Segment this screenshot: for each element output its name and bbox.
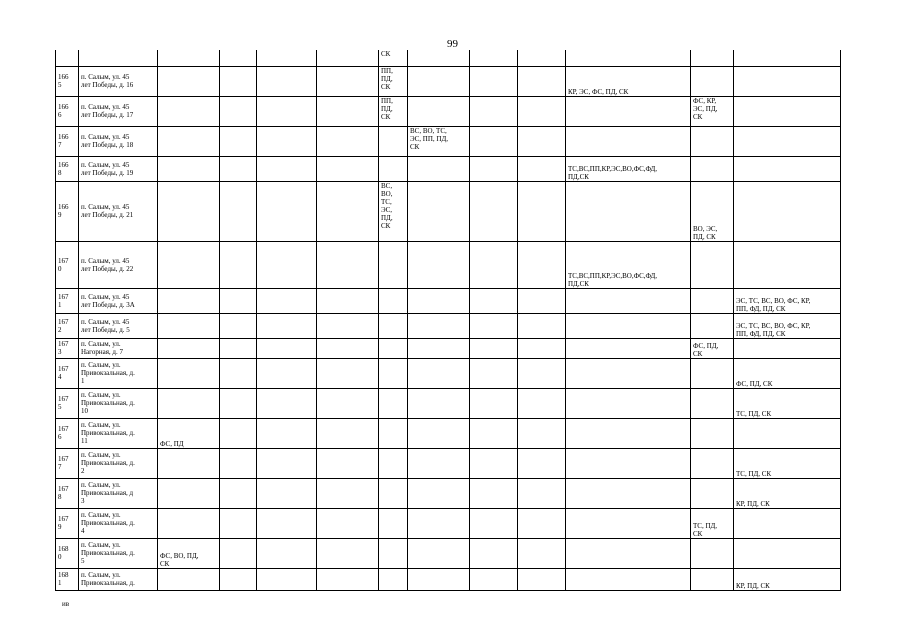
cell-c10 [566, 96, 691, 126]
cell-c5 [317, 448, 379, 478]
cell-c7 [408, 448, 470, 478]
cell-num: 167 1 [56, 288, 79, 313]
cell-c10 [566, 508, 691, 538]
cell-c7 [408, 50, 470, 66]
cell-c12 [734, 50, 841, 66]
cell-c8 [470, 538, 518, 568]
cell-c9 [518, 241, 566, 288]
table-row [56, 156, 841, 181]
cell-c6 [379, 156, 408, 181]
cell-c12 [734, 126, 841, 156]
cell-c10 [566, 478, 691, 508]
cell-c7 [408, 241, 470, 288]
cell-c10 [566, 538, 691, 568]
cell-c7 [408, 181, 470, 241]
cell-c6: СК [379, 50, 408, 66]
cell-c11 [691, 156, 734, 181]
table-row [56, 241, 841, 288]
cell-c3 [220, 50, 257, 66]
cell-c3 [220, 313, 257, 338]
cell-c6 [379, 508, 408, 538]
cell-c4 [257, 418, 317, 448]
cell-addr: п. Салым, ул. Привокзальная, д. 1 [79, 358, 158, 388]
cell-num: 166 6 [56, 96, 79, 126]
cell-c5 [317, 96, 379, 126]
cell-c7: ВС, ВО, ТС, ЭС, ПП, ПД, СК [408, 126, 470, 156]
cell-c6 [379, 478, 408, 508]
footer-text: ив [62, 600, 70, 608]
cell-c9 [518, 96, 566, 126]
cell-c3 [220, 126, 257, 156]
cell-c12: ФС, ПД, СК [734, 358, 841, 388]
cell-c11 [691, 288, 734, 313]
cell-c9 [518, 126, 566, 156]
cell-c9 [518, 338, 566, 358]
cell-c12 [734, 66, 841, 96]
cell-c2 [158, 96, 220, 126]
cell-c2 [158, 338, 220, 358]
cell-c10 [566, 313, 691, 338]
cell-c11: ВО, ЭС, ПД, СК [691, 181, 734, 241]
cell-c10 [566, 126, 691, 156]
cell-c5 [317, 508, 379, 538]
table-row [56, 313, 841, 338]
table-row [56, 181, 841, 241]
cell-addr: п. Салым, ул. 45 лет Победы, д. 21 [79, 181, 158, 241]
cell-c6: ВС, ВО, ТС, ЭС, ПД, СК [379, 181, 408, 241]
cell-c5 [317, 313, 379, 338]
table-row [56, 126, 841, 156]
cell-c3 [220, 508, 257, 538]
cell-c12: ЭС, ТС, ВС, ВО, ФС, КР, ПП, ФД, ПД, СК [734, 288, 841, 313]
cell-c10 [566, 388, 691, 418]
cell-c12 [734, 508, 841, 538]
cell-c6: ПП, ПД, СК [379, 66, 408, 96]
cell-c4 [257, 288, 317, 313]
table-row [56, 568, 841, 590]
cell-c2 [158, 126, 220, 156]
cell-c5 [317, 181, 379, 241]
cell-c8 [470, 126, 518, 156]
cell-c9 [518, 181, 566, 241]
cell-c8 [470, 66, 518, 96]
cell-c5 [317, 288, 379, 313]
cell-addr: п. Салым, ул. Привокзальная, д. 10 [79, 388, 158, 418]
cell-c2 [158, 181, 220, 241]
cell-c4 [257, 508, 317, 538]
cell-addr: п. Салым, ул. 45 лет Победы, д. 5 [79, 313, 158, 338]
cell-c6 [379, 126, 408, 156]
cell-addr: п. Салым, ул. Привокзальная, д. [79, 568, 158, 590]
cell-c3 [220, 568, 257, 590]
cell-c4 [257, 50, 317, 66]
cell-c7 [408, 288, 470, 313]
cell-c6 [379, 358, 408, 388]
cell-num: 168 1 [56, 568, 79, 590]
cell-num: 167 3 [56, 338, 79, 358]
cell-c7 [408, 66, 470, 96]
cell-c11 [691, 568, 734, 590]
cell-c7 [408, 508, 470, 538]
table-row [56, 448, 841, 478]
cell-num [56, 50, 79, 66]
cell-c8 [470, 241, 518, 288]
cell-c11 [691, 241, 734, 288]
cell-c12 [734, 181, 841, 241]
cell-num: 167 7 [56, 448, 79, 478]
cell-num: 167 8 [56, 478, 79, 508]
cell-c11 [691, 448, 734, 478]
cell-c5 [317, 66, 379, 96]
cell-c2 [158, 288, 220, 313]
cell-c5 [317, 418, 379, 448]
cell-c11 [691, 358, 734, 388]
cell-c3 [220, 418, 257, 448]
cell-c3 [220, 156, 257, 181]
cell-c11 [691, 50, 734, 66]
table-row [56, 388, 841, 418]
cell-c2 [158, 388, 220, 418]
cell-c12 [734, 241, 841, 288]
cell-c10: ТС,ВС,ПП,КР,ЭС,ВО,ФС,ФД, ПД,СК [566, 156, 691, 181]
cell-c7 [408, 358, 470, 388]
cell-c4 [257, 568, 317, 590]
cell-c4 [257, 478, 317, 508]
cell-c8 [470, 448, 518, 478]
cell-c3 [220, 66, 257, 96]
table-row [56, 478, 841, 508]
cell-c4 [257, 388, 317, 418]
cell-c7 [408, 338, 470, 358]
cell-num: 167 5 [56, 388, 79, 418]
cell-c9 [518, 448, 566, 478]
cell-c9 [518, 418, 566, 448]
cell-c8 [470, 338, 518, 358]
cell-addr: п. Салым, ул. Привокзальная, д. 11 [79, 418, 158, 448]
cell-c6 [379, 288, 408, 313]
cell-c2 [158, 50, 220, 66]
cell-c5 [317, 538, 379, 568]
cell-c10 [566, 338, 691, 358]
cell-addr: п. Салым, ул. Привокзальная, д 3 [79, 478, 158, 508]
cell-c4 [257, 96, 317, 126]
cell-c8 [470, 96, 518, 126]
cell-c11: ТС, ПД, СК [691, 508, 734, 538]
cell-c9 [518, 156, 566, 181]
cell-c8 [470, 358, 518, 388]
cell-c10 [566, 448, 691, 478]
cell-c7 [408, 478, 470, 508]
cell-c9 [518, 538, 566, 568]
cell-c7 [408, 313, 470, 338]
cell-c4 [257, 538, 317, 568]
cell-c3 [220, 538, 257, 568]
cell-c5 [317, 50, 379, 66]
cell-c8 [470, 156, 518, 181]
cell-c3 [220, 96, 257, 126]
cell-c10 [566, 50, 691, 66]
cell-num: 167 0 [56, 241, 79, 288]
cell-c2 [158, 508, 220, 538]
cell-c12: ТС, ПД, СК [734, 448, 841, 478]
cell-c2: ФС, ПД [158, 418, 220, 448]
cell-c3 [220, 478, 257, 508]
cell-c6 [379, 568, 408, 590]
table-row [56, 358, 841, 388]
cell-c11 [691, 66, 734, 96]
cell-c10 [566, 181, 691, 241]
cell-c11 [691, 313, 734, 338]
cell-c10 [566, 288, 691, 313]
cell-num: 167 4 [56, 358, 79, 388]
cell-c4 [257, 448, 317, 478]
cell-c10 [566, 358, 691, 388]
cell-c4 [257, 156, 317, 181]
cell-c12 [734, 96, 841, 126]
cell-c9 [518, 358, 566, 388]
data-table [55, 50, 841, 591]
cell-c9 [518, 66, 566, 96]
cell-c4 [257, 241, 317, 288]
table-row [56, 538, 841, 568]
cell-c12 [734, 538, 841, 568]
cell-c9 [518, 568, 566, 590]
cell-c3 [220, 358, 257, 388]
cell-c6 [379, 538, 408, 568]
cell-c8 [470, 478, 518, 508]
cell-c11 [691, 388, 734, 418]
cell-c2 [158, 478, 220, 508]
cell-c11: ФС, ПД, СК [691, 338, 734, 358]
cell-c6: ПП, ПД, СК [379, 96, 408, 126]
cell-c6 [379, 418, 408, 448]
cell-c3 [220, 181, 257, 241]
cell-c3 [220, 288, 257, 313]
cell-c11 [691, 418, 734, 448]
table-row [56, 50, 841, 66]
cell-num: 167 6 [56, 418, 79, 448]
cell-addr: п. Салым, ул. 45 лет Победы, д. 16 [79, 66, 158, 96]
cell-c9 [518, 288, 566, 313]
cell-num: 168 0 [56, 538, 79, 568]
cell-c4 [257, 358, 317, 388]
cell-c2: ФС, ВО, ПД, СК [158, 538, 220, 568]
cell-c4 [257, 66, 317, 96]
cell-c7 [408, 418, 470, 448]
cell-c6 [379, 241, 408, 288]
cell-c11: ФС, КР, ЭС, ПД, СК [691, 96, 734, 126]
cell-c11 [691, 126, 734, 156]
cell-c11 [691, 538, 734, 568]
cell-c7 [408, 96, 470, 126]
cell-c8 [470, 288, 518, 313]
cell-c8 [470, 418, 518, 448]
cell-addr: п. Салым, ул. 45 лет Победы, д. 3А [79, 288, 158, 313]
cell-c7 [408, 156, 470, 181]
table-row [56, 96, 841, 126]
table-row [56, 508, 841, 538]
cell-c2 [158, 568, 220, 590]
cell-c11 [691, 478, 734, 508]
cell-c2 [158, 448, 220, 478]
cell-num: 167 9 [56, 508, 79, 538]
cell-c2 [158, 241, 220, 288]
cell-c8 [470, 181, 518, 241]
cell-c6 [379, 338, 408, 358]
cell-c5 [317, 478, 379, 508]
cell-addr: п. Салым, ул. Привокзальная, д. 5 [79, 538, 158, 568]
cell-c5 [317, 126, 379, 156]
cell-addr [79, 50, 158, 66]
cell-c10: ТС,ВС,ПП,КР,ЭС,ВО,ФС,ФД, ПД,СК [566, 241, 691, 288]
table-row [56, 418, 841, 448]
cell-addr: п. Салым, ул. 45 лет Победы, д. 18 [79, 126, 158, 156]
table-row [56, 338, 841, 358]
cell-c6 [379, 313, 408, 338]
cell-c5 [317, 358, 379, 388]
cell-c4 [257, 126, 317, 156]
cell-c3 [220, 448, 257, 478]
cell-c6 [379, 448, 408, 478]
cell-c9 [518, 388, 566, 418]
cell-c2 [158, 156, 220, 181]
cell-addr: п. Салым, ул. 45 лет Победы, д. 19 [79, 156, 158, 181]
cell-c2 [158, 358, 220, 388]
cell-c9 [518, 478, 566, 508]
cell-c4 [257, 181, 317, 241]
page-number: 99 [447, 38, 458, 50]
cell-c8 [470, 388, 518, 418]
cell-c12: КР, ПД, СК [734, 568, 841, 590]
cell-num: 166 9 [56, 181, 79, 241]
cell-c4 [257, 313, 317, 338]
cell-c5 [317, 156, 379, 181]
table-row [56, 66, 841, 96]
cell-c7 [408, 388, 470, 418]
cell-c5 [317, 241, 379, 288]
cell-num: 166 7 [56, 126, 79, 156]
cell-c7 [408, 538, 470, 568]
cell-c5 [317, 388, 379, 418]
cell-c12 [734, 418, 841, 448]
cell-addr: п. Салым, ул. Привокзальная, д. 4 [79, 508, 158, 538]
cell-c9 [518, 508, 566, 538]
cell-c3 [220, 241, 257, 288]
cell-c9 [518, 50, 566, 66]
cell-c12: ЭС, ТС, ВС, ВО, ФС, КР, ПП, ФД, ПД, СК [734, 313, 841, 338]
cell-c2 [158, 66, 220, 96]
cell-c3 [220, 388, 257, 418]
cell-c10: КР, ЭС, ФС, ПД, СК [566, 66, 691, 96]
cell-c2 [158, 313, 220, 338]
cell-c12 [734, 156, 841, 181]
cell-addr: п. Салым, ул. 45 лет Победы, д. 17 [79, 96, 158, 126]
cell-c10 [566, 418, 691, 448]
cell-c12: КР, ПД, СК [734, 478, 841, 508]
cell-addr: п. Салым, ул. Нагорная, д. 7 [79, 338, 158, 358]
cell-c12: ТС, ПД, СК [734, 388, 841, 418]
cell-addr: п. Салым, ул. Привокзальная, д. 2 [79, 448, 158, 478]
cell-num: 166 8 [56, 156, 79, 181]
cell-c9 [518, 313, 566, 338]
cell-c8 [470, 50, 518, 66]
cell-c8 [470, 313, 518, 338]
cell-c5 [317, 338, 379, 358]
cell-c12 [734, 338, 841, 358]
cell-c4 [257, 338, 317, 358]
cell-c7 [408, 568, 470, 590]
cell-c5 [317, 568, 379, 590]
cell-c8 [470, 508, 518, 538]
cell-c3 [220, 338, 257, 358]
cell-c6 [379, 388, 408, 418]
cell-c10 [566, 568, 691, 590]
cell-addr: п. Салым, ул. 45 лет Победы, д. 22 [79, 241, 158, 288]
cell-c8 [470, 568, 518, 590]
cell-num: 167 2 [56, 313, 79, 338]
table-row [56, 288, 841, 313]
cell-num: 166 5 [56, 66, 79, 96]
